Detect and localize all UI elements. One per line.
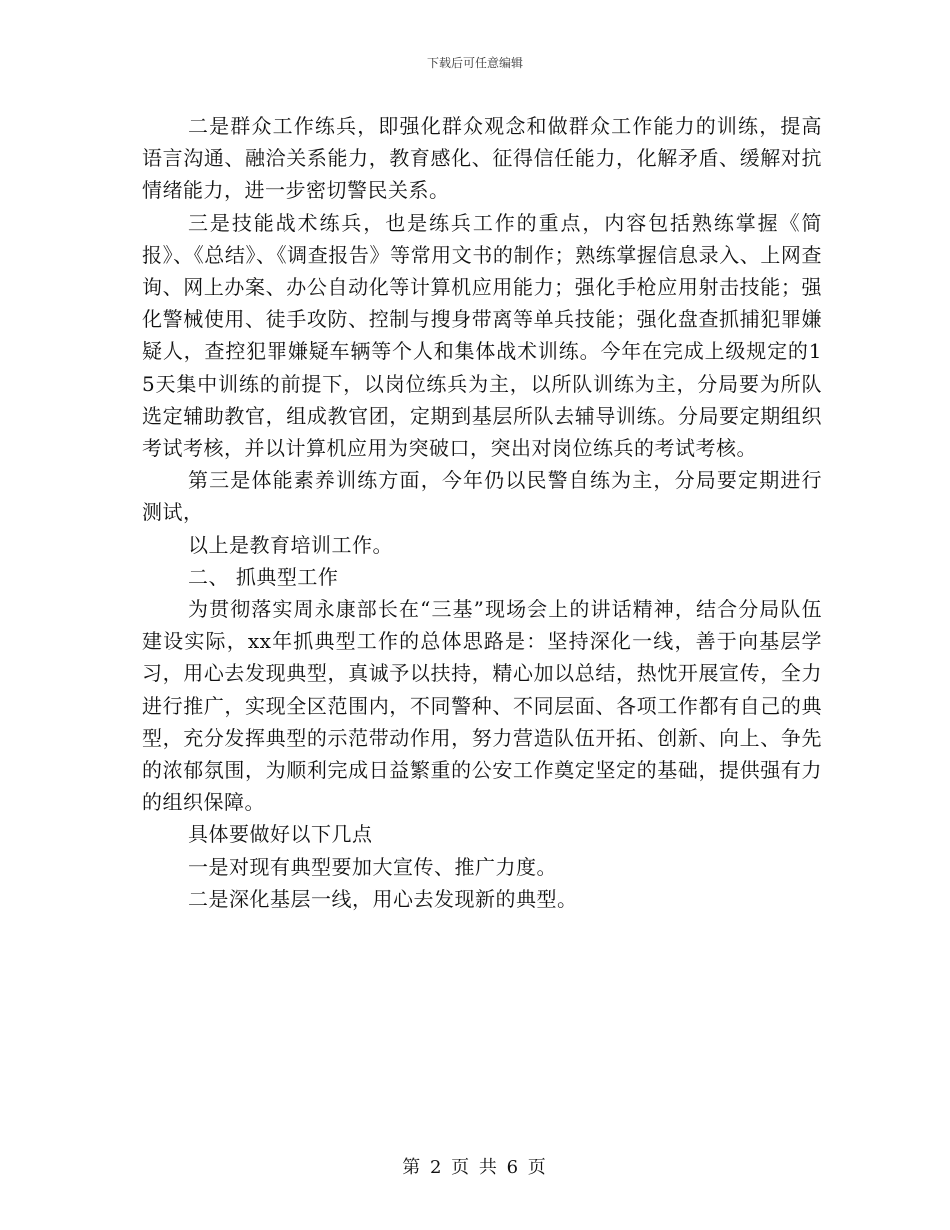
paragraph-education-summary: 以上是教育培训工作。 <box>188 532 393 557</box>
paragraph-point-one: 一是对现有典型要加大宣传、推广力度。 <box>188 854 557 879</box>
document-body <box>142 110 822 915</box>
paragraph-typical-work-overview: 为贯彻落实周永康部长在“三基”现场会上的讲话精神，结合分局队伍建设实际，xx年抓典型工作的总体思路是：坚持深化一线，善于向基层学习，用心去发现典型，真诚予以扶持，精心加以总结，热忱开展宣传，全力进行推广，实现全区范围内，不同警种、不同层面、各项工作都有自己的典型，充分发挥典型的示范带动作用，努力营造队伍开拓、创新、向上、争先的浓郁氛围，为顺利完成日益繁重的公安工作奠定坚定的基础，提供强有力的组织保障。 <box>142 597 822 815</box>
paragraph-specific-points-intro: 具体要做好以下几点 <box>188 822 373 847</box>
paragraph-physical-training: 第三是体能素养训练方面，今年仍以民警自练为主，分局要定期进行测试， <box>142 468 822 525</box>
paragraph-point-two: 二是深化基层一线，用心去发现新的典型。 <box>188 886 578 911</box>
page-header-note: 下载后可任意编辑 <box>426 56 523 70</box>
page-number-footer: 第 2 页 共 6 页 <box>402 1157 548 1178</box>
paragraph-skills-tactics-training: 三是技能战术练兵，也是练兵工作的重点，内容包括熟练掌握《简报》、《总结》、《调查报告》等常用文书的制作；熟练掌握信息录入、上网查询、网上办案、办公自动化等计算机应用能力；强化手枪应用射击技能；强化警械使用、徒手攻防、控制与搜身带离等单兵技能；强化盘查抓捕犯罪嫌疑人，查控犯罪嫌疑车辆等个人和集体战术训练。今年在完成上级规定的15天集中训练的前提下，以岗位练兵为主，以所队训练为主，分局要为所队选定辅助教官，组成教官团，定期到基层所队去辅导训练。分局要定期组织考试考核，并以计算机应用为突破口，突出对岗位练兵的考试考核。 <box>142 210 822 461</box>
section-heading-typical-work: 二、 抓典型工作 <box>188 564 339 589</box>
paragraph-mass-work-training: 二是群众工作练兵，即强化群众观念和做群众工作能力的训练，提高语言沟通、融洽关系能力，教育感化、征得信任能力，化解矛盾、缓解对抗情绪能力，进一步密切警民关系。 <box>142 114 822 203</box>
